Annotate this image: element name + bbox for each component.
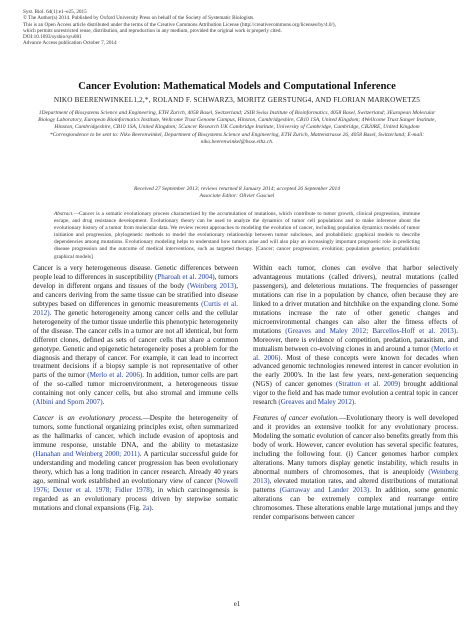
body-column-right bbox=[253, 264, 458, 529]
body-text: —Despite the heterogeneity of tumors, some functional organizing principles exist, often summarized as the hallmarks of cancer, which include evasion of apoptosis and immune response, unstable DNA, and the ability to metastasize bbox=[33, 414, 238, 450]
meta-line: This is an Open Access article distributed under the terms of the Creative Commons Attribution License (http://creativecommons.org/licenses/by/4.0/), bbox=[23, 21, 336, 28]
body-text: —Evolutionary theory is well developed and it provides an extensive toolkit for any evolutionary process. Modeling the somatic evolution of cancer also benefits greatly from this body of work. However, cancer evolution has several specific features, including the following four. (i) Cancer genomes harbor complex alterations. Many tumors display genetic instability, which results in abnormal numbers of chromosomes, that is aneuploidy bbox=[253, 414, 459, 476]
meta-line: Advance Access publication October 7, 2014 bbox=[23, 40, 117, 47]
paragraph bbox=[253, 414, 458, 521]
article-dates bbox=[40, 186, 434, 200]
meta-line: © The Author(s) 2014. Published by Oxford University Press on behalf of the Society of Systematic Biologists. bbox=[23, 15, 255, 22]
body-text: Cancer is a very heterogeneous disease. Genetic differences between people lead to differences in susceptibility bbox=[33, 264, 238, 281]
body-text: ). bbox=[149, 503, 154, 512]
body-text: , in which carcinogenesis is regarded as an evolutionary process driven by stepwise somatic mutations and clonal expansions (Fig. bbox=[33, 485, 239, 512]
associate-editor: Associate Editor: Olivier Gascuel bbox=[199, 193, 275, 200]
body-text: . In addition, tumor cells are part of the so-called tumor microenvironment, a heterogeneous tissue containing not only cancer cells, but also stromal and immune cells bbox=[33, 371, 239, 398]
citation-link[interactable]: (Nowell 1976; Dexter et al. 1978; Fidler 1978) bbox=[33, 476, 238, 494]
received-dates: Received 27 September 2013; reviews returned 8 January 2014; accepted 26 September 2014 bbox=[133, 186, 341, 192]
section-lead: Features of cancer evolution. bbox=[253, 414, 339, 423]
meta-line: which permits unrestricted reuse, distribution, and reproduction in any medium, provided the original work is properly cited. bbox=[23, 27, 282, 34]
body-text: . Moreover, there is evidence of competition, predation, parasitism, and mutualism between co-evolving clones in and around a tumor bbox=[253, 326, 458, 353]
paragraph bbox=[33, 264, 238, 407]
abstract-lead: Abstract. bbox=[54, 211, 74, 217]
body-text: , tumors develop in different organs and tissues of the body bbox=[33, 272, 238, 290]
correspondence-text: *Correspondence to be sent to: Niko Beerenwinkel, Department of Biosystems Science and Engineering, ETH Zurich, Mattenstrasse 26, 4058 Basel, Switzerland; E-mail: niko.beerenwinkel@bsse.ethz.ch. bbox=[49, 131, 425, 145]
citation-link[interactable]: (Merlo et al. 2006) bbox=[87, 371, 143, 380]
body-text: . A particular successful guide for understanding and modeling cancer progression has been evolutionary theory, which has a long tradition in cancer research. Already 40 years ago, seminal work established an evolutionary view of cancer bbox=[33, 450, 239, 485]
citation-link[interactable]: (Garraway and Lander 2013) bbox=[279, 485, 370, 494]
citation-link[interactable]: (Greaves and Maley 2012) bbox=[278, 398, 355, 407]
paragraph bbox=[253, 264, 458, 407]
body-text: , and cancers deriving from the same tissue can be stratified into disease subtypes based on differences in genomic measurements bbox=[33, 281, 238, 308]
author-list: NIKO BEERENWINKEL1,2,*, ROLAND F. SCHWARZ3, MORITZ GERSTUNG4, AND FLORIAN MARKOWETZ5 bbox=[53, 96, 421, 104]
body-text: . bbox=[354, 398, 357, 407]
abstract bbox=[54, 211, 420, 261]
citation-link[interactable]: (Albini and Sporn 2007) bbox=[33, 398, 103, 407]
citation-link[interactable]: (Merlo et al. 2006) bbox=[253, 344, 459, 362]
affiliation-text: 1Department of Biosystems Science and Engineering, ETH Zurich, 4058 Basel, Switzerland; 2SIB Swiss Institute of Bioinformatics, 4058 Basel, Switzerland; 3European Molecular Biology Laboratory, European Bioinformatics Institute, Wellcome Trust Genome Campus, Hinxton, Cambridgeshire, CB10 1SA, United Kingdom; 4Wellcome Trust Sanger Institute, Hinxton, Cambridgeshire, CB10 1SA, United Kingdom; 5Cancer Research UK Cambridge Institute, University of Cambridge, Cambridge, CB20RE, United Kingdom bbox=[38, 110, 436, 131]
body-text: , elevated mutation rates, and altered distributions of mutational patterns bbox=[253, 476, 458, 494]
body-text: . bbox=[102, 398, 105, 407]
body-text: . In addition, some genomic alterations can be extremely complex and rearrange entire chromosomes. These alterations enable large mutational jumps and they render comparisons between cancer bbox=[253, 485, 458, 521]
citation-link[interactable]: (Greaves and Maley 2012; Barcellos-Hoff et al. 2013) bbox=[285, 326, 457, 335]
citation-link[interactable]: (Curtis et al. 2012) bbox=[33, 299, 239, 317]
citation-link[interactable]: (Hanahan and Weinberg 2000; 2011) bbox=[33, 450, 140, 459]
citation-link[interactable]: 2a bbox=[142, 503, 150, 512]
meta-line: DOI:10.1093/sysbio/syu081 bbox=[23, 34, 82, 41]
abstract-text: —Cancer is a somatic evolutionary process characterized by the accumulation of mutations, which contribute to tumor growth, clinical progression, immune escape, and drug resistance development. Evolutionary theory can be used to analyze the dynamics of tumor cell populations and to make inference about the evolutionary history of a tumor from molecular data. We review recent approaches to modeling the evolution of cancer, including population dynamics models of tumor initiation and progression, phylogenetic methods to model the evolutionary relationship between tumor subclones, and probabilistic graphical models to describe dependencies among mutations. Evolutionary modeling helps to understand how tumors arise and will also play an increasingly important prognostic role in predicting disease progression and the outcome of medical interventions, such as targeted therapy. [Cancer; cancer progression; evolution; population genetics; probabilistic graphical models] bbox=[54, 211, 420, 260]
body-column-left bbox=[33, 264, 238, 520]
article-title: Cancer Evolution: Mathematical Models and Computational Inference bbox=[78, 81, 396, 92]
citation-link[interactable]: (Pharoah et al. 2004) bbox=[154, 272, 215, 281]
journal-metadata bbox=[23, 9, 453, 47]
body-text: brought additional vigor to the field and has made tumor evolution a central topic in cancer research bbox=[253, 380, 458, 407]
page-number: e1 bbox=[233, 600, 241, 608]
section-lead: Cancer is an evolutionary process. bbox=[33, 414, 143, 423]
body-text: . The genetic heterogeneity among cancer cells and the cellular heterogeneity of the tumor tissue underlie this phenotypic heterogeneity of the disease. The cancer cells in a tumor are not all identical, but form different clones, defined as sets of cancer cells that share a common genotype. Genetic and epigenetic heterogeneity poses a problem for the diagnosis and therapy of cancer. For example, it can lead to incorrect treatment decisions if a biopsy sample is not representative of other parts of the tumor bbox=[33, 308, 238, 380]
affiliations bbox=[34, 110, 440, 146]
citation-link[interactable]: (Weinberg 2013) bbox=[253, 467, 458, 485]
paragraph bbox=[33, 414, 238, 512]
body-text: Within each tumor, clones can evolve that harbor selectively advantageous mutations (called drivers), neutral mutations (called passengers), and deleterious mutations. The frequencies of passenger mutations can rise in a population by chance, often because they are linked to a driver mutation and hitchhike on the expanding clone. Some mutations increase the rate of other genetic changes and microenvironmental changes can also alter the fitness effects of mutations bbox=[253, 264, 458, 335]
citation-link[interactable]: (Stratton et al. 2009) bbox=[336, 380, 401, 389]
citation-link[interactable]: (Weinberg 2013) bbox=[187, 281, 237, 290]
meta-line: Syst. Biol. 64(1):e1–e25, 2015 bbox=[23, 9, 87, 15]
body-text: . Most of these concepts were known for decades when advanced genomic technologies renewed interest in cancer evolution in the early 2000's. In the last few years, next-generation sequencing (NGS) of cancer genomes bbox=[253, 353, 458, 389]
